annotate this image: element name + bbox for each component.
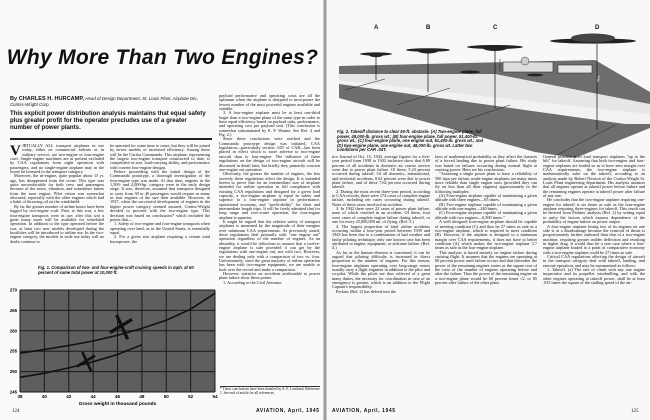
paragraph: (B) Two-engine airplane capable of maintaining a given altitude with one engine—240 times.	[435, 201, 537, 212]
paragraph: This analysis is based entirely on engine failure during cruising flight. It assumes that the engines are operating at 60 percent power until failure occurs and that thereafter the power of the remaining engines varies as the square root of the ratio of the number of engines operating before and after the failure. Thus the power of the remaining engine on a two-engine plane would be 60 percent times √2, or 85 percent after failure of the other plant.	[435, 249, 537, 285]
paragraph: 3. In 1942 there were 22 cases of power plant failure, none of which resulted in an accident. Of these, four were cases of complete engine failure during takeoff, or one for every 25,000,000 mi. of flying. (Ref. 5.)	[332, 206, 430, 225]
footnote: * These conclusions have been detailed by A. E. Lombard, Reference 1. See end of article for all references.	[220, 387, 320, 395]
x-tick-label: 46	[114, 394, 121, 399]
airport-buildings	[500, 57, 592, 73]
paragraph: Critical CAA regulations affecting the design of aircraft in the transport category deal with takeoff, landing, and enroute operation, and may be summarized as follows:	[543, 253, 645, 268]
article-deck: This explicit power distribution analysis maintains that equal safety plus greater profit for the operator precludes use of a greater number of power plants.	[10, 110, 206, 131]
divider-rule	[10, 138, 212, 140]
figure-2-labels	[374, 25, 600, 31]
byline	[10, 96, 210, 108]
running-footer: AVIATION, April, 1945	[332, 408, 396, 414]
paragraph: "Assuming a single power plant to have a reliability of 500 trips per failure, multi-engine airplanes are many times more reliable than single engine ones (provided they can fly on less than all their engines) approximately in the following multiples:	[435, 171, 537, 194]
right-page	[325, 0, 650, 420]
paragraph: tics Journal of Oct. 15, 1943, average figures for a five-year period from 1938 to 1942 inclusive show that 6.89 percent of all accidents in domestic air carrier service were due to power plant failure. Of these, 5.23 percent occurred during takeoff. Of all domestic, international, and territorial accidents, 8.62 percent were due to power plant failure, and of these 7.62 percent occurred during takeoff.	[332, 155, 430, 190]
x-tick-label: 42	[66, 394, 72, 399]
paragraph: 2. During the most recent three-year period, according to CAA records, there were 174 cases of complete engine failure, including ten cases occurring during takeoff. None of these cases involved an accident.	[332, 188, 430, 207]
paragraph: By far the greater number of airline hours have been logged by two-engine craft. Prior to this war, a few four-engine transports were in use; after this war a great many more will be available for scheduled operation. In addition to the type operated before the war, at least two new models developed during the hostilities will be introduced to airline use. In the two-engine category, the models in wide use today will no doubt continue to	[10, 203, 104, 244]
y-tick-label: 245	[9, 389, 17, 395]
x-tick-label: 52	[188, 394, 194, 399]
airplane-b-icon	[406, 48, 450, 53]
y-tick-label: 260	[9, 328, 17, 334]
left-column-2	[110, 144, 210, 264]
paragraph: Moreover, the tri-engine, quite popular about 15 yr. ago, has disappeared from the scene. This type was quite uncomfortable for both crew and passengers because of the noise, vibration, and sometimes fumes from the nose engine. Pilot vision was somewhat obscured, especially with the older engines which had a habit of throwing oil on the windshield.	[10, 173, 104, 205]
paragraph: Since these conclusions were reached and the Commando prototype design was initiated, CAA legislation—particularly section .04T of CAR—has been placed in effect which is more adverse to two-engine aircraft than to four-engine. The influence of these regulations on the design of two-engine aircraft will be discussed in detail later, but briefly they primarily concern one-engine out operation.	[219, 136, 320, 172]
paragraph	[10, 144, 104, 174]
paragraph: 1. Takeoff. (a) The rate of climb with any one engine inoperative and its propeller windmilling, and with the other engines operating at takeoff power, shall be at least .035 times the square of the stalling speed of the air-	[543, 266, 645, 285]
x-tick-label: 48	[139, 394, 145, 399]
right-column-1	[332, 155, 430, 407]
airplane-c-icon	[467, 45, 523, 51]
page-number: 124	[12, 409, 20, 414]
x-tick-label: 54	[212, 394, 218, 399]
airplane-a-icon	[360, 52, 392, 57]
paragraph: payload performance and operating costs are all the optimum when the airplane is designed to incorporate the fewest number of the most powerful engines available and suitable.	[219, 94, 320, 112]
y-tick-label: 255	[9, 348, 17, 354]
paragraph: He concludes that the two-engine airplane requiring one-engine for takeoff is six times as safe as the four-engine airplane requiring three-engines for takeoff. This result can be derived from Perkins' analysis (Ref. 2) by setting equal to unity the factors which express dependence of the probability of engine failure on power output.	[543, 197, 645, 225]
drop-cap: V	[10, 144, 21, 159]
author-affiliation: Head of Design Department, St. Louis Plant, Airplane Div., Curtiss-Wright Corp.	[10, 96, 199, 108]
x-tick-label: 38	[17, 394, 23, 399]
figure-1-chart	[0, 282, 218, 410]
airplane-d-icon	[550, 34, 636, 44]
figure-2-caption: Fig. 2. Takeoff distance to clear 50-ft. obstacle. (A) Two-engine plane, full power, 48,000-lb. gross wt.; (B) four-engine plane, full power, 51,400-lb. gross wt.; (C) four-engine plane, one engine out, 51,400-lb. gross wt.; and (D) two-engine plane, one engine out, 48,000-lb. gross wt. Latter two conditions per CAR .04T.	[337, 129, 484, 153]
right-column-2	[435, 155, 537, 413]
paragraph: A four-engine airplane losing two of its engines on one side is at a disadvantage because the centroid of thrust is proportionately further outboard than that of a two-engine machine, requiring greater rudder deflection and resulting in higher drag. It would thus be a rare case where a four-engine airplane loaded to a point of comparative economy with a two-engine airplane could be 27 times as safe.	[543, 223, 645, 255]
paragraph: laws of mathematical probability as they affect the chances of a forced landing due to power plant failure. His study was based on failures occurring during normal flight at cruising power. Here are his conclusions:	[435, 155, 537, 173]
page-gutter	[323, 0, 327, 420]
paragraph: 1. According to the Civil Aeronau-	[223, 279, 283, 285]
left-column-1	[10, 144, 104, 264]
paragraph: Obviously, the greater the number of engines, the less severely these regulations affect the design. It is intended herein to prove that for an intermediate size of airplane intended for airline operation in full compliance with existing CAA regulations and designed for a given load capacity, a two-engine airplane is equal in safety and superior to a four-engine airplane in performance, operational economy, and "profit-ability" for short and intermediate length trips. It will be freely admitted that for long range and over-water operation, the four-engine airplane is superior.	[219, 171, 320, 220]
paragraph: 3. A four-engine airplane must be at least one-third larger than a two-engine plane of the same type in order to have equal efficiency based on payload ratio, performance, and operating cost per payload unit. (This conclusion is somewhat substantiated by E. P. Warner. See Ref. 4 and Fig. 2.)	[219, 110, 320, 138]
paragraph: 4. The largest proportion of fatal airline accidents occurring within a four-year period between 1939 and 1943 has been due to a combination of bad weather and faulty piloting technique; only one known case has been attributed to engine, equipment, or airframe failure. (Ref. 4.)	[332, 223, 430, 251]
paragraph: 2. For a given size airplane requiring a certain total horsepower, the	[110, 234, 210, 244]
x-tick-label: 40	[41, 394, 47, 399]
y-tick-label: 270	[9, 287, 17, 293]
paragraph: However, statistics on accidents attributable to power plant failure show these points:	[219, 271, 320, 281]
left-column-3	[219, 94, 320, 383]
paragraph: As far as the human element is concerned, it can be argued that piloting difficulty is increased in direct proportion to the number of engines. For this reason, four-engine airplanes operating over long-range routes usually carry a flight engineer in addition to the pilot and co-pilot. While the pilots are thus relieved of a great many duties, the necessity for coordination in case of an emergency is greater, which is an addition to the Flight Captain's responsibility.	[332, 249, 430, 290]
label-c: C	[493, 25, 498, 31]
paragraph: Perkins (Ref. 2) has delved into the	[336, 288, 397, 294]
paragraph: be operated for some time to come, but they will be joined by newer models of increased efficiency. Among these will be the Curtiss Commando. This airplane, representing the largest two-engine transport constructed to date, is competitive in size, load-carrying ability, and performance with current four-engine designs.	[110, 144, 210, 170]
paragraph: (C) Four-engine airplane capable of maintaining a given altitude with two engines—6,500 times."	[435, 210, 537, 220]
paragraph: General practice is to load transport airplanes "up to the hilt" for takeoff. Assuming that both two-engine and four-engine airplanes are loaded so as to have zero margin over CAA requirements, the two-engine airplane is mathematically safer on the takeoff, according to an analysis made by Robert Newton of the Curtiss-Wright St. Louis Plant engineering department. His analysis assumes that all engines operate at takeoff power before failure and the remaining engines operate at takeoff power after failure of any one.	[543, 155, 645, 199]
figure-1-caption: Fig. 1. Comparison of two- and four-engine-craft cruising speeds in mph. at 60 percent of same total power at 10,000 ft.	[38, 265, 194, 275]
paragraph-text: IRTUALLY ALL transport airplanes in use today, either on commercial airlines or in military service, are two-engine or four-engine craft. Single-engine machines are at present excluded by CAA regulations from night operation with passengers, and no single-engine airplane may in the future be licensed in the transport category.	[10, 144, 104, 175]
article-title: Why More Than Two Engines?	[6, 46, 319, 69]
author-name: CHARLES H. HURCAMP,	[18, 96, 84, 102]
obstacle-height-label: 50 ft.	[596, 74, 602, 83]
paragraph: Before proceeding with the initial design of the Commando prototype, a thorough investigation of the four-engine type was made. At that time, engines in the 1,500- and 2,000-hp. category were in the early design stage. It was, therefore, assumed that transports designed to carry from 30 to 40 passengers would require as many as four engines of the size then available. However, in 1937, when the successful development of engines in the higher power category seemed assured, Curtiss-Wright decided to proceed with the two-engine type. This decision was based on conclusions* which included the points that—	[110, 169, 210, 222]
y-tick-label: 250	[9, 369, 17, 375]
paragraph: It might be argued that the relative safety of transport airplanes is measured by the magnitude of their margins over minimum CAA requirements. As previously stated, these regulations deal primarily with "one engine out" operation regardless of the number of engines. As an absurdity, it would be ridiculous to assume that a twelve-engine airplane is safe provided it can get by the regulations with one-engine out, not with two. However, we are dealing only with a comparison of two vs. four. Unfortunately, since the great majority of airline operation has been with two-engine equipment, we are unable to look over the record and make a comparison.	[219, 218, 320, 272]
x-tick-label: 44	[90, 394, 96, 399]
page-number: 125	[631, 409, 639, 414]
paragraph: (A) Four-engine airplane capable of maintaining a given altitude with three engines—65 times.	[435, 193, 537, 203]
y-tick-label: 265	[9, 307, 17, 313]
x-tick-label: 50	[163, 394, 169, 399]
running-footer: AVIATION, April, 1945	[256, 408, 320, 414]
paragraph: A well designed four-engine airplane should be capable of meeting condition (C) and thus be 27 times as safe as a two-engine airplane, which is required to meet condition (B). However, if the airplane is designed to a minimum margin over CAA requirements, it does not have to better condition (A) which makes the two-engine airplane 3.7 times as safe as the four-engine airplane.	[435, 219, 537, 251]
label-b: B	[426, 25, 431, 31]
label-d: D	[595, 25, 600, 31]
x-axis-title: Gross weight in thousand pounds	[78, 402, 157, 407]
label-a: A	[374, 25, 379, 31]
byline-prefix: By	[10, 96, 19, 102]
paragraph: 1. Safety of two-engine and four-engine transports when operating over land, as in the United States, is essentially equal.	[110, 221, 210, 235]
right-column-3	[543, 155, 645, 407]
